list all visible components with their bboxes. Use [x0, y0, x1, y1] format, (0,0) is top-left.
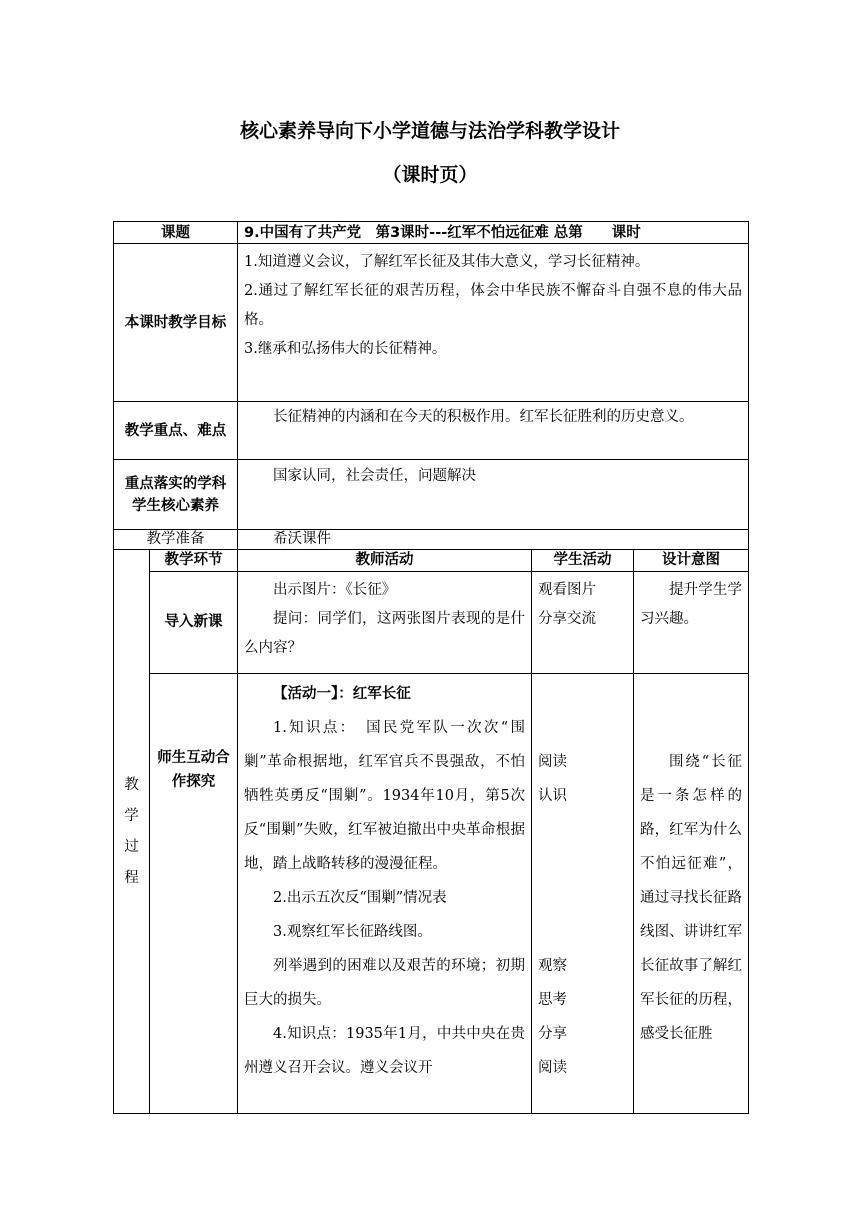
process-label: 教学过程 — [114, 550, 150, 1114]
document-title: 核心素养导向下小学道德与法治学科教学设计 — [239, 120, 620, 142]
stage-intro: 导入新课 — [150, 572, 238, 674]
literacy-value: 国家认同，社会责任，问题解决 — [238, 460, 749, 530]
header-stage: 教学环节 — [150, 550, 238, 572]
goals-cell — [238, 244, 749, 402]
header-intent: 设计意图 — [634, 550, 749, 572]
header-teacher: 教师活动 — [238, 550, 532, 572]
student-intro: 观看图片 分享交流 — [532, 572, 634, 674]
goal-item: 1.知道遵义会议，了解红军长征及其伟大意义，学习长征精神。 — [244, 254, 650, 270]
goal-item: 3.继承和弘扬伟大的长征精神。 — [244, 341, 447, 357]
topic-value: 9.中国有了共产党 第3课时---红军不怕远征难 总第 课时 — [238, 222, 749, 244]
keypoints-label: 教学重点、难点 — [114, 402, 238, 460]
prep-label: 教学准备 — [114, 530, 238, 550]
teacher-explore: 【活动一】：红军长征 1.知识点： 国民党军队一次次“围剿”革命根据地，红军官兵不畏强敌，不怕牺牲英勇反“围剿”。1934年10月，第5次反“围剿”失败，红军被迫撤出中央革命根据地，踏上战略转移的漫漫征程。 2.出示五次反“围剿”情况表 3.观察红军长征路线图。 列举遇到的困难以及艰苦的环境；初期巨大的损失。 4.知识点：1935年1月，中共中央在贵州遵义召开会议。遵义会议开 — [238, 674, 532, 1114]
student-explore: 阅读 认识 观察 思考 分享 阅读 — [532, 674, 634, 1114]
teacher-intro: 出示图片：《长征》 提问：同学们，这两张图片表现的是什么内容？ — [238, 572, 532, 674]
goal-item: 2.通过了解红军长征的艰苦历程，体会中华民族不懈奋斗自强不息的伟大品格。 — [244, 283, 743, 328]
literacy-label: 重点落实的学科学生核心素养 — [114, 460, 238, 530]
keypoints-value: 长征精神的内涵和在今天的积极作用。红军长征胜利的历史意义。 — [238, 402, 749, 460]
lesson-plan-table — [113, 221, 749, 1114]
stage-explore: 师生互动合作探究 — [150, 674, 238, 1114]
prep-value: 希沃课件 — [238, 530, 749, 550]
intent-explore: 围绕“长征是一条怎样的路，红军为什么不怕远征难”，通过寻找长征路线图、讲讲红军长征故事了解红军长征的历程，感受长征胜 — [634, 674, 749, 1114]
header-student: 学生活动 — [532, 550, 634, 572]
intent-intro: 提升学生学习兴趣。 — [634, 572, 749, 674]
document-subtitle: （课时页） — [382, 164, 478, 186]
topic-label: 课题 — [114, 222, 238, 244]
goals-label: 本课时教学目标 — [114, 244, 238, 402]
